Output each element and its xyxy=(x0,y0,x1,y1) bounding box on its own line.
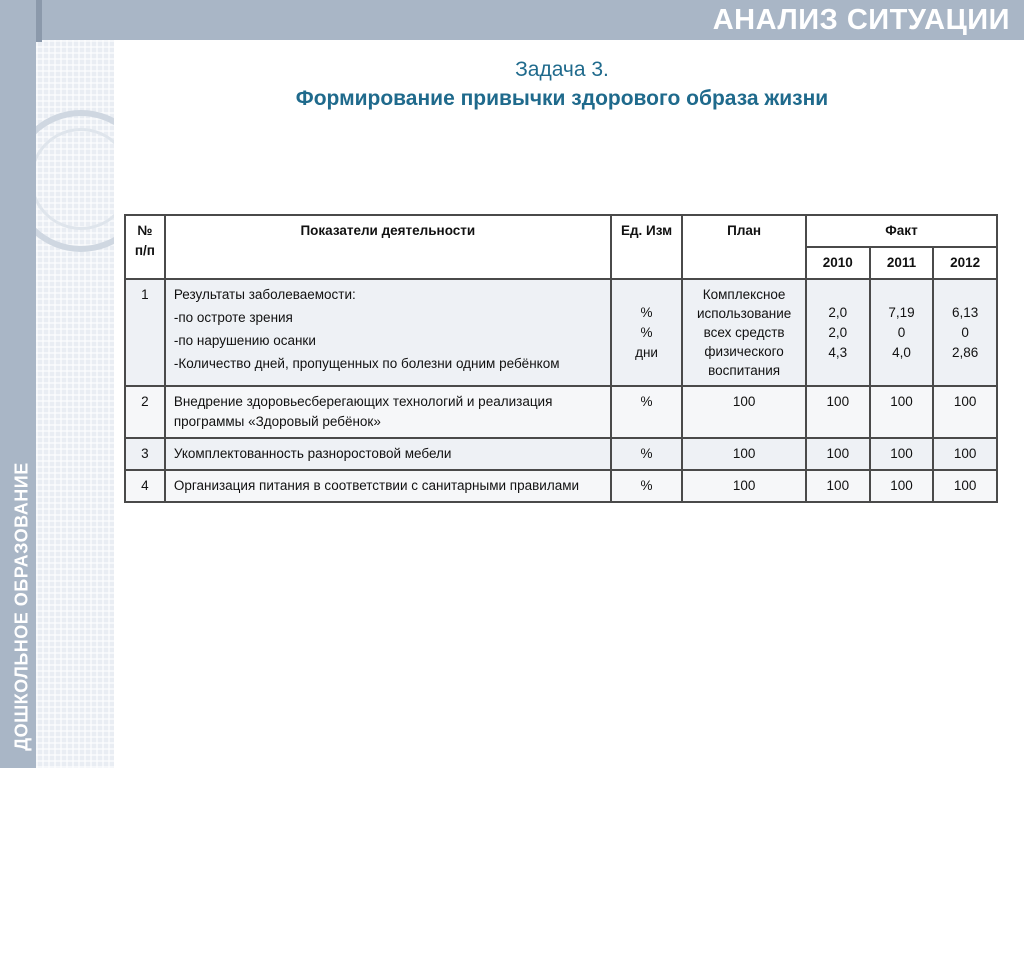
cell-unit: % xyxy=(611,438,682,470)
cell-plan: 100 xyxy=(682,386,806,438)
cell-2010: 100 xyxy=(806,386,870,438)
value: 0 xyxy=(961,324,969,340)
cell-2010: 100 xyxy=(806,438,870,470)
value: 2,86 xyxy=(952,344,979,360)
cell-2011: 100 xyxy=(870,386,934,438)
cell-2011 xyxy=(870,279,934,386)
cell-unit: % xyxy=(611,386,682,438)
value: 6,13 xyxy=(952,304,979,320)
cell-num: 1 xyxy=(125,279,165,386)
header-accent-line xyxy=(36,0,42,42)
cell-2012: 100 xyxy=(933,470,997,502)
cell-2012: 100 xyxy=(933,386,997,438)
cell-2010 xyxy=(806,279,870,386)
value: 0 xyxy=(897,324,906,340)
unit-value: % xyxy=(640,304,653,320)
table-row xyxy=(125,470,997,502)
cell-units xyxy=(611,279,682,386)
vertical-section-label: ДОШКОЛЬНОЕ ОБРАЗОВАНИЕ xyxy=(11,462,32,751)
cell-num: 2 xyxy=(125,386,165,438)
unit-value: % xyxy=(640,324,653,340)
indicator-line: Результаты заболеваемости: xyxy=(173,287,356,302)
cell-plan: Комплексное использование всех средств физического воспитания xyxy=(682,279,806,386)
header-year-2011: 2011 xyxy=(870,247,934,279)
top-bar xyxy=(36,0,1024,40)
cell-2011: 100 xyxy=(870,438,934,470)
indicator-line: -по нарушению осанки xyxy=(173,333,316,348)
header-plan: План xyxy=(682,215,806,279)
cell-2010: 100 xyxy=(806,470,870,502)
header-year-2012: 2012 xyxy=(933,247,997,279)
indicator-line: -по остроте зрения xyxy=(173,310,293,325)
header-indicators: Показатели деятельности xyxy=(165,215,611,279)
task-number: Задача 3. xyxy=(515,58,609,81)
value: 2,0 xyxy=(828,324,848,340)
cell-num: 3 xyxy=(125,438,165,470)
cell-indicators: Укомплектованность разноростовой мебели xyxy=(165,438,611,470)
unit-value: дни xyxy=(635,344,658,360)
cell-indicators: Организация питания в соответствии с санитарными правилами xyxy=(165,470,611,502)
cell-2011: 100 xyxy=(870,470,934,502)
task-title: Формирование привычки здорового образа жизни xyxy=(295,87,829,110)
cell-num: 4 xyxy=(125,470,165,502)
cell-plan: 100 xyxy=(682,470,806,502)
value: 4,3 xyxy=(828,344,848,360)
header-unit: Ед. Изм xyxy=(611,215,682,279)
value: 2,0 xyxy=(828,304,848,320)
value: 7,19 xyxy=(888,304,915,320)
value: 4,0 xyxy=(892,344,911,360)
header-num: № п/п xyxy=(125,215,165,279)
cell-2012: 100 xyxy=(933,438,997,470)
header-year-2010: 2010 xyxy=(806,247,870,279)
cell-2012 xyxy=(933,279,997,386)
table-row xyxy=(125,279,997,386)
header-title: АНАЛИЗ СИТУАЦИИ xyxy=(712,4,1010,36)
table-row xyxy=(125,438,997,470)
header-fact: Факт xyxy=(806,215,997,247)
decor-ring xyxy=(36,128,114,230)
cell-plan: 100 xyxy=(682,438,806,470)
cell-unit: % xyxy=(611,470,682,502)
cell-indicators: Внедрение здоровьесберегающих технологий и реализация программы «Здоровый ребёнок» xyxy=(165,386,611,438)
indicators-table xyxy=(124,214,998,503)
left-decoration xyxy=(36,0,114,768)
table-row xyxy=(125,386,997,438)
cell-indicators xyxy=(165,279,611,386)
indicator-line: -Количество дней, пропущенных по болезни одним ребёнком xyxy=(173,356,560,371)
